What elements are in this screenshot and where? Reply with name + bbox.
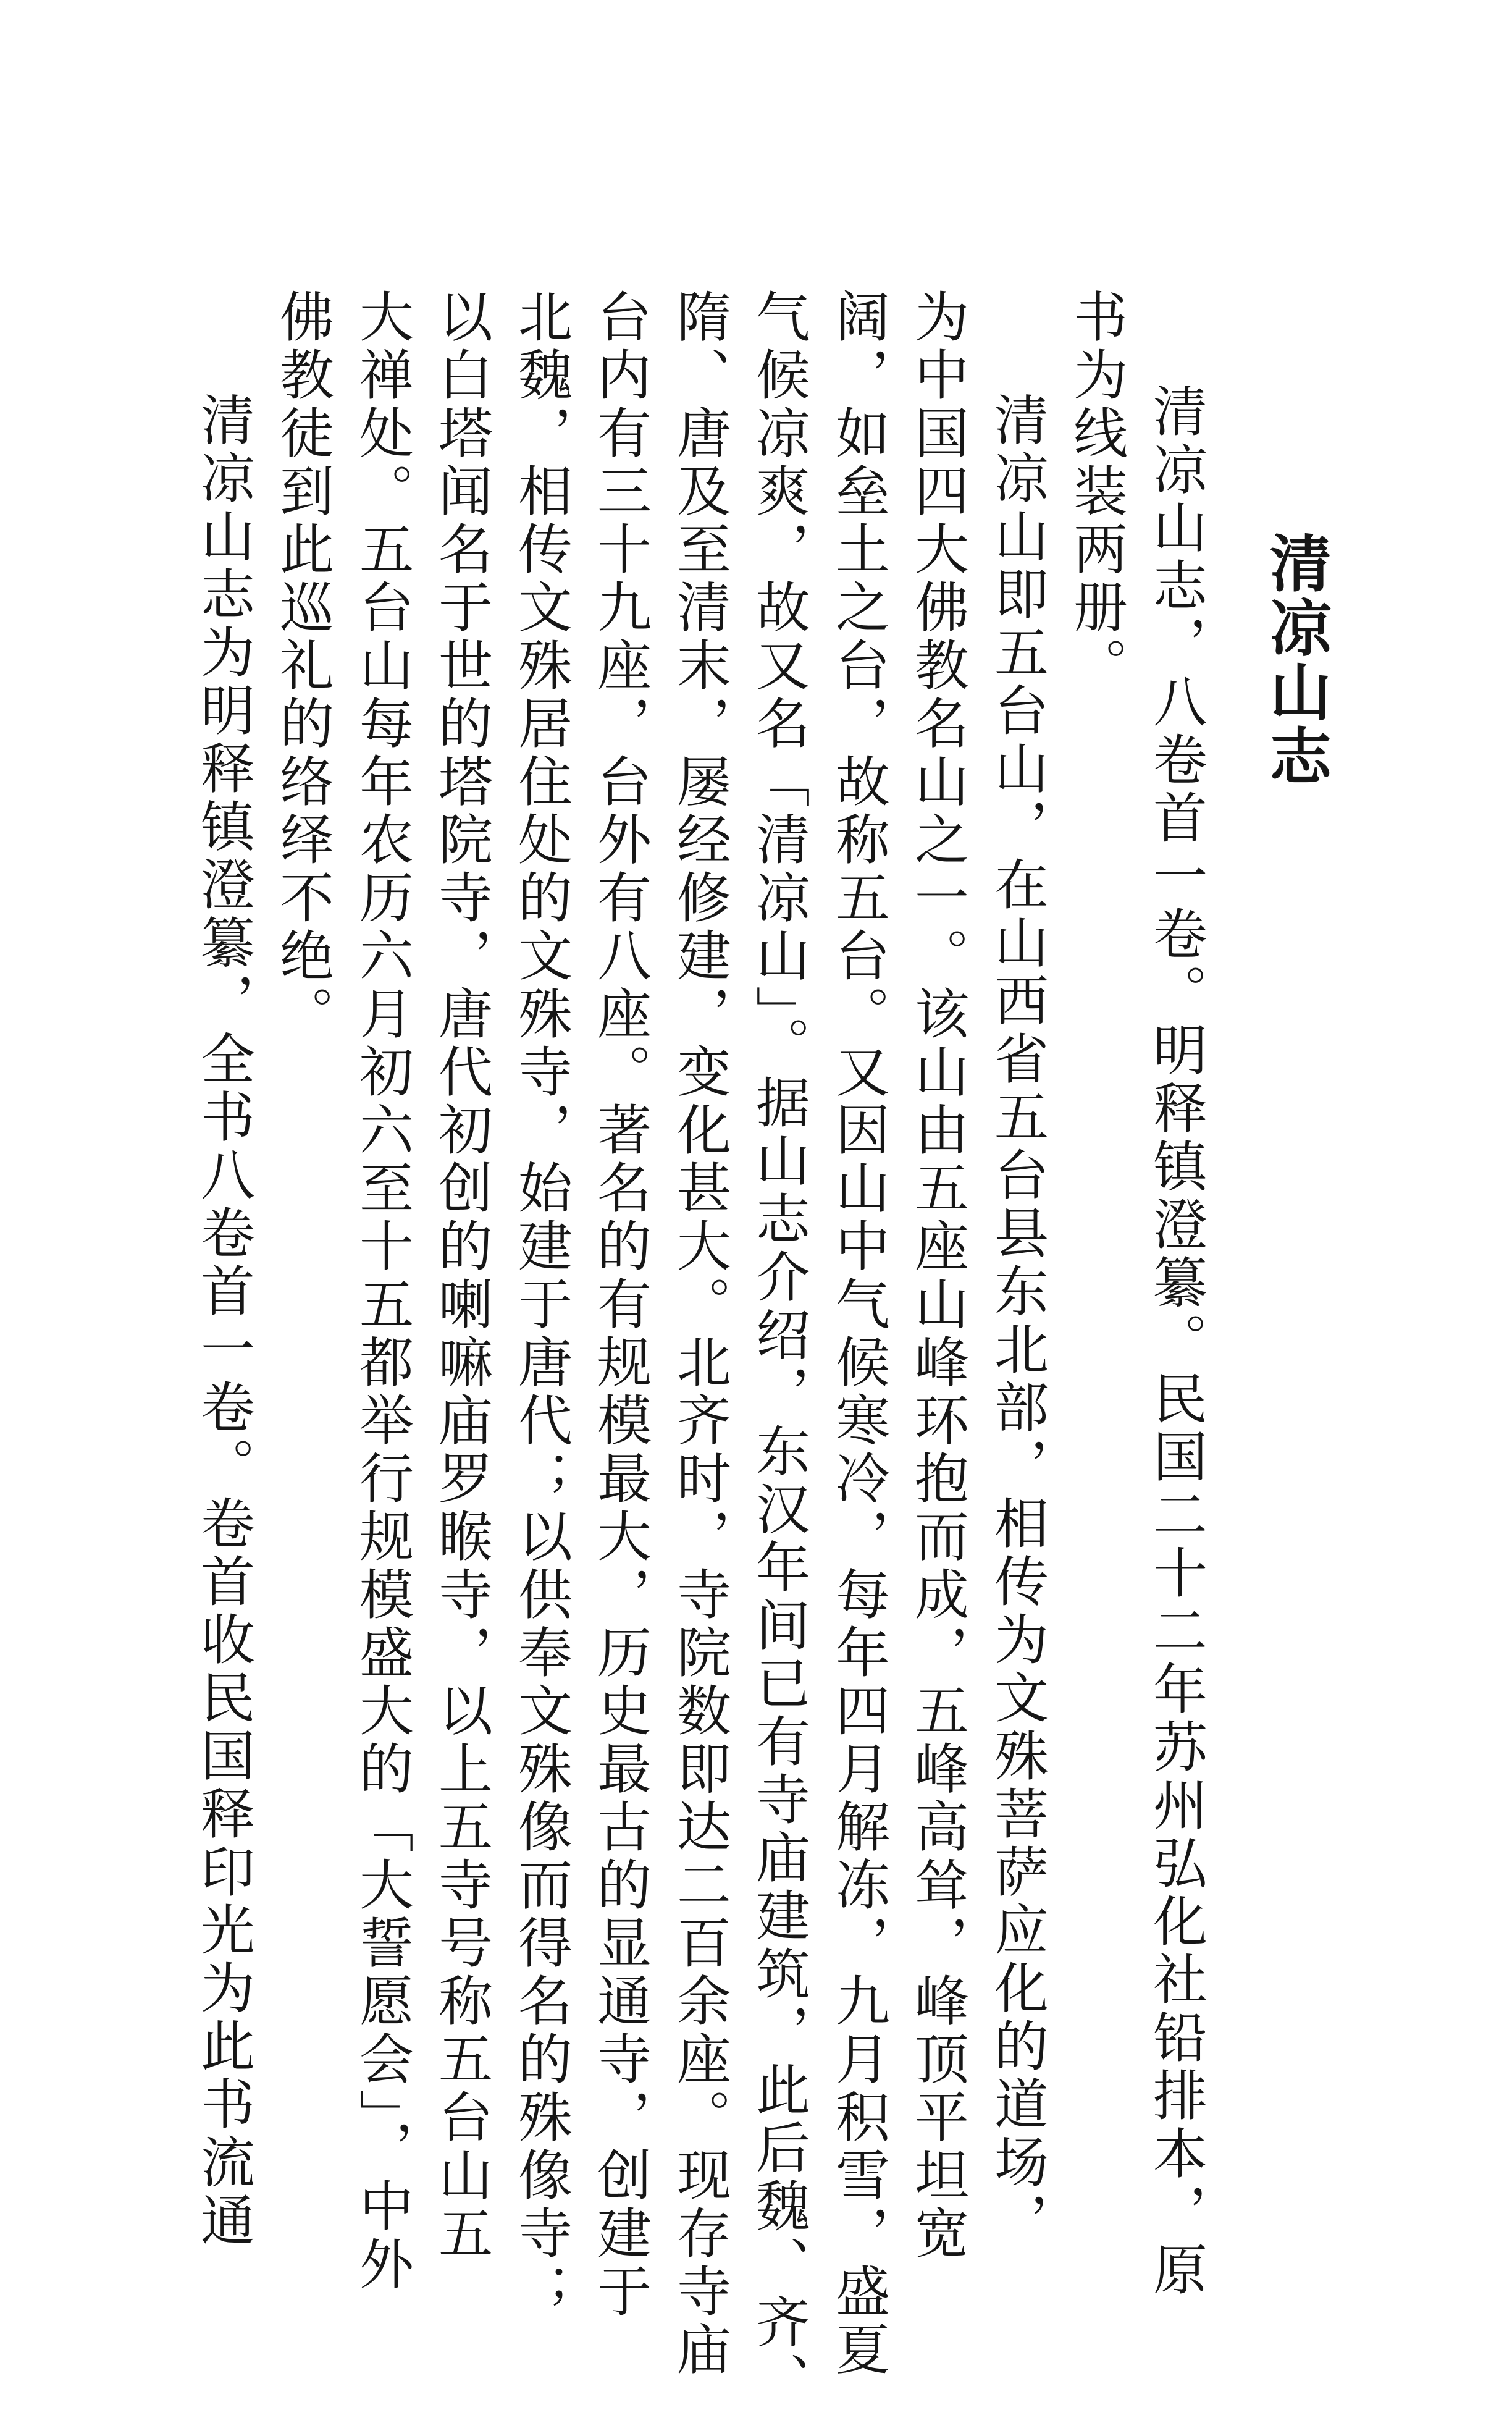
text-column: 气候凉爽，故又名「清凉山」。据山志介绍，东汉年间已有寺庙建筑，此后魏、齐、 xyxy=(747,289,811,2410)
page-title: 清凉山志 xyxy=(1259,531,1332,788)
text-column: 书为线装两册。 xyxy=(1065,289,1128,695)
text-column: 阔，如垒土之台，故称五台。又因山中气候寒冷，每年四月解冻，九月积雪，盛夏 xyxy=(827,289,891,2379)
text-column: 清凉山志为明释镇澄纂，全书八卷首一卷。卷首收民国释印光为此书流通 xyxy=(192,334,256,2250)
text-column: 清凉山即五台山，在山西省五台县东北部，相传为文殊菩萨应化的道场， xyxy=(986,334,1049,2250)
text-column: 大禅处。五台山每年农历六月初六至十五都举行规模盛大的「大誓愿会」，中外 xyxy=(351,289,414,2294)
text-column: 以白塔闻名于世的塔院寺，唐代初创的喇嘛庙罗睺寺，以上五寺号称五台山五 xyxy=(430,289,494,2263)
text-column: 清凉山志，八卷首一卷。明释镇澄纂。民国二十二年苏州弘化社铅排本，原 xyxy=(1144,383,1208,2299)
text-column: 隋、唐及至清末，屡经修建，变化甚大。北齐时，寺院数即达二百余座。现存寺庙 xyxy=(668,289,732,2379)
text-column: 台内有三十九座，台外有八座。著名的有规模最大，历史最古的显通寺，创建于 xyxy=(589,289,652,2321)
text-column: 北魏，相传文殊居住处的文殊寺，始建于唐代；以供奉文殊像而得名的殊像寺； xyxy=(510,289,573,2321)
text-column: 为中国四大佛教名山之一。该山由五座山峰环抱而成，五峰高耸，峰顶平坦宽 xyxy=(906,289,970,2263)
text-column: 佛教徒到此巡礼的络绎不绝。 xyxy=(271,289,335,1043)
